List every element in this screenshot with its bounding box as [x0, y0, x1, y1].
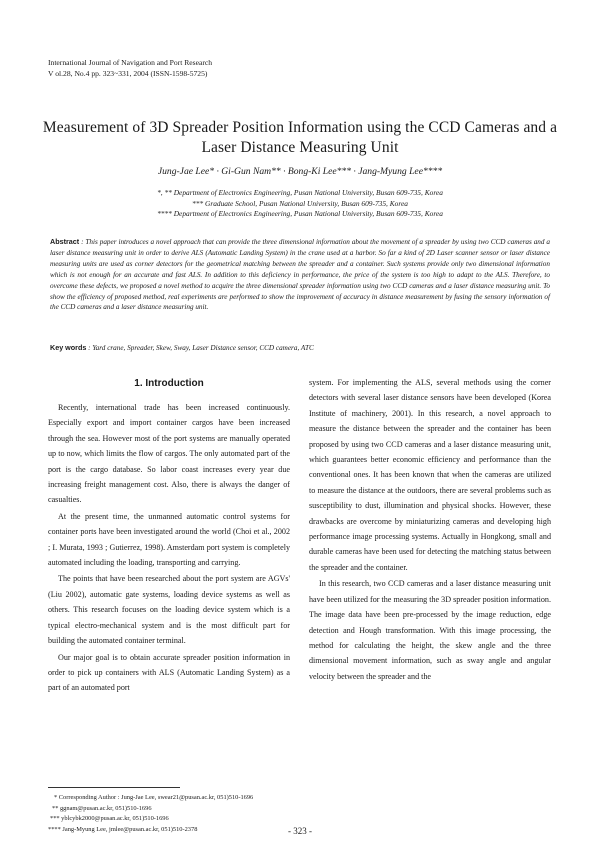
- affiliations: [40, 188, 560, 220]
- page-number: - 323 -: [288, 826, 312, 836]
- footnote: ** ggnam@pusan.ac.kr, 051)510-1696: [52, 804, 152, 812]
- keywords-text: : Yard crane, Spreader, Skew, Sway, Laser Distance sensor, CCD camera, ATC: [86, 344, 314, 352]
- keywords-label: Key words: [50, 343, 87, 352]
- paragraph: Recently, international trade has been increased continuously. Especially export and import container cargos have been increased through the sea. However most of the port systems are manually operated up to now, which limits the flow of cargos. The only automated part of the port is the cargo database. So labor coast increases every year due increasing freight management cost. Also, there is always the danger of casualties.: [48, 403, 290, 505]
- footnote: * Corresponding Author : Jung-Jae Lee, swear21@pusan.ac.kr, 051)510-1696: [54, 794, 254, 801]
- footnote-divider: [48, 787, 180, 788]
- journal-name: International Journal of Navigation and Port Research: [48, 58, 213, 67]
- footnote: *** yblcybk2000@pusan.ac.kr, 051)510-1696: [50, 815, 169, 822]
- paragraph: The points that have been researched about the port system are AGVs' (Liu 2002), automatic gate systems, loading device systems as well as others. This research focuses on the loading device system which is a typical electro-mechanical system and is the most difficult part for building the automated container terminal.: [48, 574, 290, 646]
- author-list: Jung-Jae Lee* · Gi-Gun Nam** · Bong-Ki Lee*** · Jang-Myung Lee****: [157, 166, 443, 177]
- abstract-text: : This paper introduces a novel approach that can provide the three dimensional information about the movement of a spreader by using two CCD cameras and a laser distance measuring unit in order to derive ALS (Automatic Landing System) in the crane used at a harbor. So far a kind of 2D Laser scanner sensor or laser distance measuring units are used as corner detectors for the geometrical matching between the spreader and a container. Such systems provide only two dimensional information which is not enough for an accurate and fast ALS. In addition to this deficiency in performance, the price of the system is too high to adapt to the ALS. Therefore, to overcome these defects, we proposed a novel method to acquire the three dimensional spreader information using two CCD cameras and a laser distance measuring unit. To show the efficiency of proposed method, real experiments are performed to show the improvement of accuracy in distance measurement by fusing the sensory information of the CCD cameras and a laser distance measuring unit.: [50, 238, 550, 312]
- section-heading: 1. Introduction: [134, 378, 204, 389]
- paragraph: In this research, two CCD cameras and a laser distance measuring unit have been utilized for the measuring the 3D spreader position information. The image data have been pre-processed by the image reduction, edge detection and Hough transformation. With this image processing, the method for calculating the height, the skew angle and the three dimensional movement information, such as sway angle and angular velocity between the spreader and the: [309, 579, 551, 681]
- affiliation-1: *, ** Department of Electronics Engineering, Pusan National University, Busan 609-735, Korea: [157, 188, 443, 197]
- keywords: [50, 343, 550, 352]
- paragraph: Our major goal is to obtain accurate spreader position information in order to pick up containers with ALS (Automatic Landing System) as a part of an automated port: [48, 652, 290, 693]
- abstract-label: Abstract: [50, 237, 80, 246]
- journal-volume: V ol.28, No.4 pp. 323~331, 2004 (ISSN-1598-5725): [48, 68, 208, 78]
- affiliation-3: **** Department of Electronics Engineering, Pusan National University, Busan 609-735, Korea: [157, 209, 443, 219]
- affiliation-2: *** Graduate School, Pusan National University, Busan 609-735, Korea: [192, 198, 408, 208]
- paragraph: At the present time, the unmanned automatic control systems for container ports have been investigated around the world (Choi et al., 2002 ; I. Murata, 1993 ; Gutierrez, 1998). Amsterdam port system is completely automated including the loading, transporting and carrying.: [48, 511, 290, 568]
- journal-header: [48, 58, 212, 79]
- abstract: [50, 237, 550, 313]
- paper-title: Measurement of 3D Spreader Position Information using the CCD Cameras and a Laser Distance Measuring Unit: [42, 119, 558, 156]
- left-column: [48, 375, 290, 696]
- right-column: [309, 375, 551, 684]
- footnote: **** Jang-Myung Lee, jmlee@pusan.ac.kr, 051)510-2378: [48, 825, 198, 833]
- paragraph: system. For implementing the ALS, several methods using the corner detectors with several laser distance sensors have been developed (Korea Institute of machinery, 2001). In this research, a novel approach to measure the distance between the spreader and the container has been proposed by using two CCD cameras and a laser distance measuring unit, which guarantees better economic efficiency and performance than the conventional ones. It has been known that when the cameras are utilized to measure the distance at the outdoors, there are several problems such as susceptibility to dust, illumination and physical shocks. However, these drawbacks are overcome by miniaturizing cameras and developing high performance image processing systems. Actually in Hongkong, small and durable cameras have been used for detecting the matching status between the spreader and the container.: [309, 378, 551, 572]
